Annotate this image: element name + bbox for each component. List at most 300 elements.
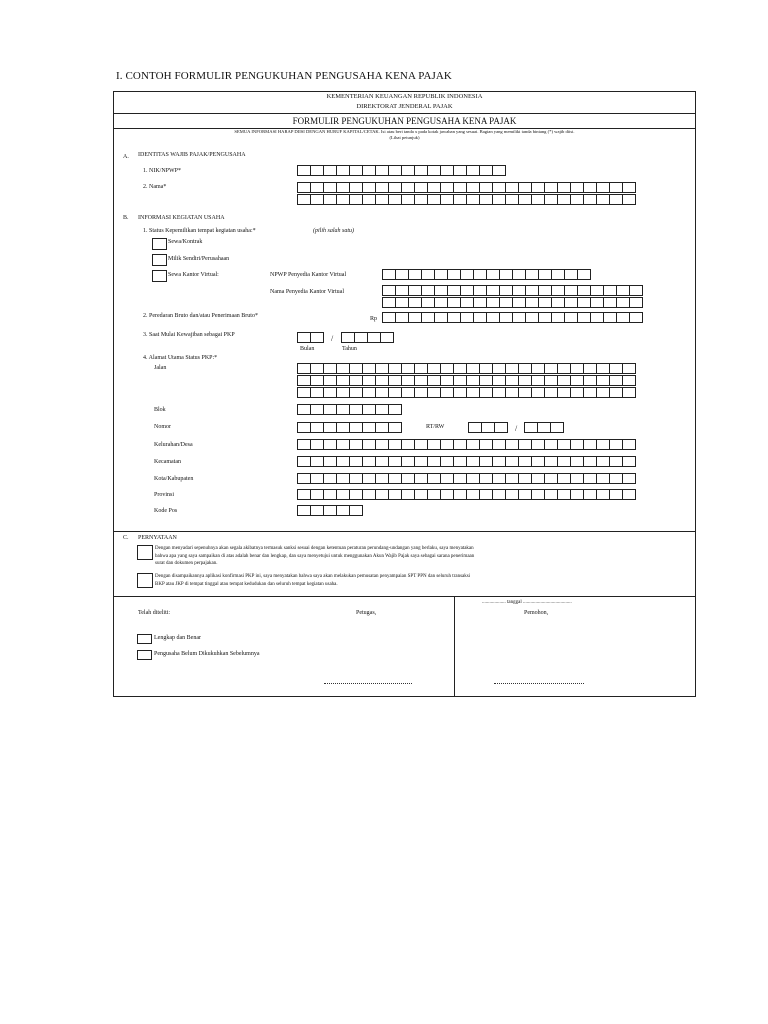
- input-cell[interactable]: [466, 375, 480, 386]
- input-cell[interactable]: [609, 375, 623, 386]
- nik-field[interactable]: [297, 165, 505, 176]
- input-cell[interactable]: [336, 505, 350, 516]
- input-cell[interactable]: [492, 456, 506, 467]
- input-cell[interactable]: [564, 297, 578, 308]
- input-cell[interactable]: [349, 456, 363, 467]
- input-cell[interactable]: [531, 375, 545, 386]
- input-cell[interactable]: [583, 473, 597, 484]
- petugas-signature-line[interactable]: [324, 683, 412, 684]
- input-cell[interactable]: [629, 297, 643, 308]
- input-cell[interactable]: [531, 182, 545, 193]
- input-cell[interactable]: [577, 297, 591, 308]
- input-cell[interactable]: [362, 182, 376, 193]
- jalan-field-row2[interactable]: [297, 375, 635, 386]
- input-cell[interactable]: [382, 297, 396, 308]
- input-cell[interactable]: [577, 312, 591, 323]
- input-cell[interactable]: [616, 312, 630, 323]
- input-cell[interactable]: [427, 363, 441, 374]
- input-cell[interactable]: [577, 269, 591, 280]
- input-cell[interactable]: [499, 269, 513, 280]
- nama-field-row2[interactable]: [297, 194, 635, 205]
- input-cell[interactable]: [297, 332, 311, 343]
- input-cell[interactable]: [375, 375, 389, 386]
- input-cell[interactable]: [453, 375, 467, 386]
- input-cell[interactable]: [551, 297, 565, 308]
- input-cell[interactable]: [479, 439, 493, 450]
- input-cell[interactable]: [427, 182, 441, 193]
- input-cell[interactable]: [421, 269, 435, 280]
- input-cell[interactable]: [375, 404, 389, 415]
- input-cell[interactable]: [310, 387, 324, 398]
- input-cell[interactable]: [323, 182, 337, 193]
- input-cell[interactable]: [408, 312, 422, 323]
- input-cell[interactable]: [401, 387, 415, 398]
- input-cell[interactable]: [622, 439, 636, 450]
- input-cell[interactable]: [557, 439, 571, 450]
- input-cell[interactable]: [297, 404, 311, 415]
- input-cell[interactable]: [494, 422, 508, 433]
- input-cell[interactable]: [427, 165, 441, 176]
- input-cell[interactable]: [609, 182, 623, 193]
- input-cell[interactable]: [505, 363, 519, 374]
- input-cell[interactable]: [421, 297, 435, 308]
- input-cell[interactable]: [622, 194, 636, 205]
- input-cell[interactable]: [401, 489, 415, 500]
- input-cell[interactable]: [557, 363, 571, 374]
- input-cell[interactable]: [375, 182, 389, 193]
- input-cell[interactable]: [323, 375, 337, 386]
- input-cell[interactable]: [590, 285, 604, 296]
- input-cell[interactable]: [388, 439, 402, 450]
- input-cell[interactable]: [336, 182, 350, 193]
- input-cell[interactable]: [557, 489, 571, 500]
- input-cell[interactable]: [577, 285, 591, 296]
- input-cell[interactable]: [466, 489, 480, 500]
- input-cell[interactable]: [557, 456, 571, 467]
- input-cell[interactable]: [388, 375, 402, 386]
- input-cell[interactable]: [349, 194, 363, 205]
- input-cell[interactable]: [473, 297, 487, 308]
- input-cell[interactable]: [479, 182, 493, 193]
- input-cell[interactable]: [479, 489, 493, 500]
- input-cell[interactable]: [583, 439, 597, 450]
- input-cell[interactable]: [557, 375, 571, 386]
- tahun-field[interactable]: [341, 332, 393, 343]
- lengkap-checkbox[interactable]: [137, 634, 152, 644]
- input-cell[interactable]: [395, 297, 409, 308]
- input-cell[interactable]: [603, 297, 617, 308]
- input-cell[interactable]: [609, 363, 623, 374]
- input-cell[interactable]: [622, 473, 636, 484]
- input-cell[interactable]: [323, 473, 337, 484]
- input-cell[interactable]: [427, 439, 441, 450]
- input-cell[interactable]: [421, 312, 435, 323]
- input-cell[interactable]: [434, 269, 448, 280]
- input-cell[interactable]: [427, 387, 441, 398]
- kelurahan-field[interactable]: [297, 439, 635, 450]
- input-cell[interactable]: [479, 456, 493, 467]
- input-cell[interactable]: [414, 194, 428, 205]
- belum-dikukuhkan-checkbox[interactable]: [137, 650, 152, 660]
- input-cell[interactable]: [336, 456, 350, 467]
- input-cell[interactable]: [362, 165, 376, 176]
- input-cell[interactable]: [310, 489, 324, 500]
- input-cell[interactable]: [401, 375, 415, 386]
- input-cell[interactable]: [466, 194, 480, 205]
- input-cell[interactable]: [609, 387, 623, 398]
- input-cell[interactable]: [375, 473, 389, 484]
- input-cell[interactable]: [310, 194, 324, 205]
- npwp-provider-field[interactable]: [382, 269, 590, 280]
- input-cell[interactable]: [564, 285, 578, 296]
- input-cell[interactable]: [297, 489, 311, 500]
- input-cell[interactable]: [544, 473, 558, 484]
- input-cell[interactable]: [297, 387, 311, 398]
- input-cell[interactable]: [622, 182, 636, 193]
- input-cell[interactable]: [629, 285, 643, 296]
- input-cell[interactable]: [557, 182, 571, 193]
- input-cell[interactable]: [375, 422, 389, 433]
- jalan-field-row3[interactable]: [297, 387, 635, 398]
- input-cell[interactable]: [349, 387, 363, 398]
- input-cell[interactable]: [434, 297, 448, 308]
- input-cell[interactable]: [550, 422, 564, 433]
- input-cell[interactable]: [414, 387, 428, 398]
- input-cell[interactable]: [447, 297, 461, 308]
- input-cell[interactable]: [375, 489, 389, 500]
- input-cell[interactable]: [323, 404, 337, 415]
- input-cell[interactable]: [460, 312, 474, 323]
- statement1-checkbox[interactable]: [137, 545, 153, 560]
- input-cell[interactable]: [505, 489, 519, 500]
- input-cell[interactable]: [466, 439, 480, 450]
- input-cell[interactable]: [544, 387, 558, 398]
- input-cell[interactable]: [323, 505, 337, 516]
- input-cell[interactable]: [447, 285, 461, 296]
- input-cell[interactable]: [395, 269, 409, 280]
- input-cell[interactable]: [537, 422, 551, 433]
- input-cell[interactable]: [570, 182, 584, 193]
- input-cell[interactable]: [414, 439, 428, 450]
- input-cell[interactable]: [629, 312, 643, 323]
- input-cell[interactable]: [544, 489, 558, 500]
- input-cell[interactable]: [466, 363, 480, 374]
- input-cell[interactable]: [297, 363, 311, 374]
- input-cell[interactable]: [297, 456, 311, 467]
- input-cell[interactable]: [512, 312, 526, 323]
- input-cell[interactable]: [310, 439, 324, 450]
- bulan-field[interactable]: [297, 332, 323, 343]
- input-cell[interactable]: [531, 194, 545, 205]
- input-cell[interactable]: [466, 456, 480, 467]
- input-cell[interactable]: [538, 312, 552, 323]
- input-cell[interactable]: [460, 269, 474, 280]
- input-cell[interactable]: [310, 456, 324, 467]
- input-cell[interactable]: [544, 375, 558, 386]
- input-cell[interactable]: [492, 165, 506, 176]
- input-cell[interactable]: [310, 182, 324, 193]
- input-cell[interactable]: [349, 182, 363, 193]
- kodepos-field[interactable]: [297, 505, 362, 516]
- input-cell[interactable]: [447, 312, 461, 323]
- input-cell[interactable]: [492, 489, 506, 500]
- input-cell[interactable]: [603, 312, 617, 323]
- input-cell[interactable]: [414, 489, 428, 500]
- input-cell[interactable]: [570, 439, 584, 450]
- input-cell[interactable]: [323, 439, 337, 450]
- input-cell[interactable]: [375, 456, 389, 467]
- input-cell[interactable]: [531, 363, 545, 374]
- input-cell[interactable]: [382, 285, 396, 296]
- input-cell[interactable]: [460, 285, 474, 296]
- input-cell[interactable]: [401, 456, 415, 467]
- input-cell[interactable]: [544, 439, 558, 450]
- kecamatan-field[interactable]: [297, 456, 635, 467]
- input-cell[interactable]: [388, 194, 402, 205]
- input-cell[interactable]: [616, 285, 630, 296]
- nomor-field[interactable]: [297, 422, 401, 433]
- input-cell[interactable]: [421, 285, 435, 296]
- input-cell[interactable]: [434, 312, 448, 323]
- input-cell[interactable]: [518, 456, 532, 467]
- input-cell[interactable]: [388, 489, 402, 500]
- input-cell[interactable]: [341, 332, 355, 343]
- input-cell[interactable]: [297, 505, 311, 516]
- input-cell[interactable]: [349, 375, 363, 386]
- input-cell[interactable]: [518, 387, 532, 398]
- input-cell[interactable]: [375, 363, 389, 374]
- input-cell[interactable]: [440, 182, 454, 193]
- input-cell[interactable]: [447, 269, 461, 280]
- input-cell[interactable]: [401, 165, 415, 176]
- input-cell[interactable]: [622, 375, 636, 386]
- input-cell[interactable]: [596, 375, 610, 386]
- input-cell[interactable]: [453, 165, 467, 176]
- input-cell[interactable]: [408, 269, 422, 280]
- input-cell[interactable]: [544, 182, 558, 193]
- input-cell[interactable]: [505, 182, 519, 193]
- input-cell[interactable]: [564, 269, 578, 280]
- input-cell[interactable]: [408, 285, 422, 296]
- input-cell[interactable]: [453, 489, 467, 500]
- input-cell[interactable]: [616, 297, 630, 308]
- input-cell[interactable]: [414, 456, 428, 467]
- kantor-virtual-checkbox[interactable]: [152, 270, 167, 282]
- jalan-field-row1[interactable]: [297, 363, 635, 374]
- input-cell[interactable]: [505, 194, 519, 205]
- input-cell[interactable]: [297, 182, 311, 193]
- input-cell[interactable]: [395, 285, 409, 296]
- input-cell[interactable]: [570, 456, 584, 467]
- input-cell[interactable]: [453, 473, 467, 484]
- input-cell[interactable]: [544, 363, 558, 374]
- input-cell[interactable]: [453, 194, 467, 205]
- input-cell[interactable]: [499, 297, 513, 308]
- input-cell[interactable]: [362, 422, 376, 433]
- input-cell[interactable]: [505, 439, 519, 450]
- input-cell[interactable]: [609, 439, 623, 450]
- input-cell[interactable]: [336, 387, 350, 398]
- input-cell[interactable]: [323, 363, 337, 374]
- input-cell[interactable]: [362, 194, 376, 205]
- input-cell[interactable]: [603, 285, 617, 296]
- input-cell[interactable]: [310, 473, 324, 484]
- input-cell[interactable]: [551, 269, 565, 280]
- input-cell[interactable]: [525, 297, 539, 308]
- input-cell[interactable]: [297, 422, 311, 433]
- input-cell[interactable]: [388, 165, 402, 176]
- input-cell[interactable]: [525, 285, 539, 296]
- input-cell[interactable]: [512, 269, 526, 280]
- input-cell[interactable]: [492, 363, 506, 374]
- input-cell[interactable]: [622, 456, 636, 467]
- input-cell[interactable]: [297, 473, 311, 484]
- input-cell[interactable]: [518, 439, 532, 450]
- input-cell[interactable]: [544, 456, 558, 467]
- input-cell[interactable]: [382, 312, 396, 323]
- input-cell[interactable]: [453, 456, 467, 467]
- input-cell[interactable]: [481, 422, 495, 433]
- input-cell[interactable]: [323, 422, 337, 433]
- input-cell[interactable]: [531, 489, 545, 500]
- input-cell[interactable]: [479, 387, 493, 398]
- input-cell[interactable]: [375, 439, 389, 450]
- input-cell[interactable]: [336, 422, 350, 433]
- input-cell[interactable]: [362, 404, 376, 415]
- input-cell[interactable]: [518, 182, 532, 193]
- input-cell[interactable]: [440, 456, 454, 467]
- input-cell[interactable]: [336, 489, 350, 500]
- input-cell[interactable]: [583, 182, 597, 193]
- input-cell[interactable]: [479, 165, 493, 176]
- input-cell[interactable]: [323, 165, 337, 176]
- input-cell[interactable]: [367, 332, 381, 343]
- input-cell[interactable]: [336, 165, 350, 176]
- input-cell[interactable]: [557, 194, 571, 205]
- input-cell[interactable]: [453, 182, 467, 193]
- input-cell[interactable]: [564, 312, 578, 323]
- input-cell[interactable]: [596, 182, 610, 193]
- input-cell[interactable]: [525, 312, 539, 323]
- input-cell[interactable]: [538, 269, 552, 280]
- input-cell[interactable]: [388, 422, 402, 433]
- input-cell[interactable]: [434, 285, 448, 296]
- input-cell[interactable]: [349, 489, 363, 500]
- input-cell[interactable]: [479, 194, 493, 205]
- input-cell[interactable]: [466, 387, 480, 398]
- input-cell[interactable]: [570, 473, 584, 484]
- input-cell[interactable]: [453, 363, 467, 374]
- input-cell[interactable]: [492, 473, 506, 484]
- input-cell[interactable]: [486, 297, 500, 308]
- input-cell[interactable]: [538, 285, 552, 296]
- input-cell[interactable]: [414, 165, 428, 176]
- input-cell[interactable]: [297, 439, 311, 450]
- input-cell[interactable]: [414, 473, 428, 484]
- input-cell[interactable]: [323, 387, 337, 398]
- input-cell[interactable]: [453, 439, 467, 450]
- input-cell[interactable]: [336, 473, 350, 484]
- input-cell[interactable]: [596, 456, 610, 467]
- input-cell[interactable]: [505, 473, 519, 484]
- input-cell[interactable]: [375, 387, 389, 398]
- input-cell[interactable]: [551, 285, 565, 296]
- input-cell[interactable]: [297, 194, 311, 205]
- rt-field[interactable]: [468, 422, 507, 433]
- input-cell[interactable]: [512, 285, 526, 296]
- input-cell[interactable]: [440, 489, 454, 500]
- input-cell[interactable]: [395, 312, 409, 323]
- input-cell[interactable]: [622, 387, 636, 398]
- input-cell[interactable]: [518, 363, 532, 374]
- input-cell[interactable]: [596, 439, 610, 450]
- input-cell[interactable]: [570, 489, 584, 500]
- input-cell[interactable]: [349, 473, 363, 484]
- input-cell[interactable]: [297, 165, 311, 176]
- input-cell[interactable]: [427, 194, 441, 205]
- input-cell[interactable]: [609, 194, 623, 205]
- input-cell[interactable]: [473, 269, 487, 280]
- input-cell[interactable]: [479, 473, 493, 484]
- input-cell[interactable]: [583, 375, 597, 386]
- input-cell[interactable]: [596, 489, 610, 500]
- input-cell[interactable]: [518, 194, 532, 205]
- input-cell[interactable]: [388, 363, 402, 374]
- input-cell[interactable]: [596, 363, 610, 374]
- input-cell[interactable]: [596, 387, 610, 398]
- input-cell[interactable]: [499, 285, 513, 296]
- input-cell[interactable]: [310, 363, 324, 374]
- input-cell[interactable]: [408, 297, 422, 308]
- input-cell[interactable]: [609, 489, 623, 500]
- input-cell[interactable]: [349, 439, 363, 450]
- input-cell[interactable]: [354, 332, 368, 343]
- input-cell[interactable]: [362, 439, 376, 450]
- input-cell[interactable]: [401, 473, 415, 484]
- bruto-field[interactable]: [382, 312, 642, 323]
- input-cell[interactable]: [596, 194, 610, 205]
- input-cell[interactable]: [466, 182, 480, 193]
- input-cell[interactable]: [388, 456, 402, 467]
- nama-field-row1[interactable]: [297, 182, 635, 193]
- input-cell[interactable]: [323, 489, 337, 500]
- input-cell[interactable]: [551, 312, 565, 323]
- input-cell[interactable]: [349, 165, 363, 176]
- input-cell[interactable]: [518, 375, 532, 386]
- provinsi-field[interactable]: [297, 489, 635, 500]
- input-cell[interactable]: [453, 387, 467, 398]
- input-cell[interactable]: [401, 194, 415, 205]
- input-cell[interactable]: [492, 387, 506, 398]
- input-cell[interactable]: [349, 505, 363, 516]
- input-cell[interactable]: [512, 297, 526, 308]
- input-cell[interactable]: [505, 387, 519, 398]
- input-cell[interactable]: [362, 489, 376, 500]
- input-cell[interactable]: [544, 194, 558, 205]
- input-cell[interactable]: [375, 194, 389, 205]
- input-cell[interactable]: [492, 375, 506, 386]
- input-cell[interactable]: [440, 194, 454, 205]
- input-cell[interactable]: [479, 375, 493, 386]
- input-cell[interactable]: [297, 375, 311, 386]
- input-cell[interactable]: [336, 194, 350, 205]
- input-cell[interactable]: [499, 312, 513, 323]
- input-cell[interactable]: [473, 285, 487, 296]
- input-cell[interactable]: [583, 489, 597, 500]
- input-cell[interactable]: [382, 269, 396, 280]
- input-cell[interactable]: [414, 363, 428, 374]
- input-cell[interactable]: [609, 456, 623, 467]
